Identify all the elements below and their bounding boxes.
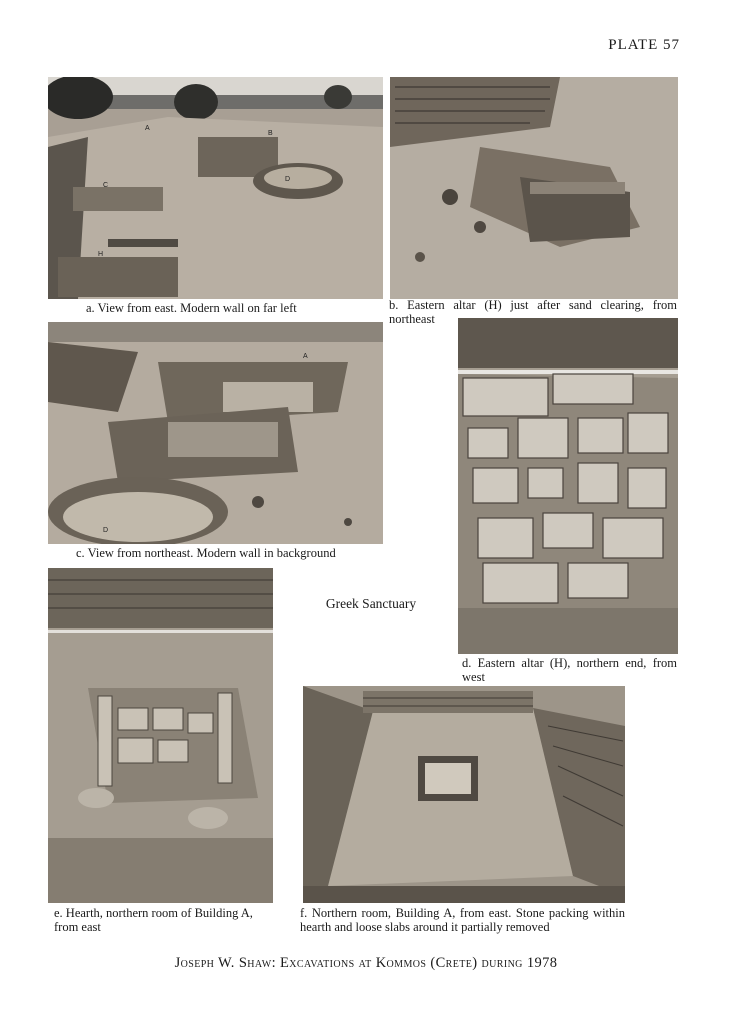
site-letter-d: D: [285, 176, 291, 183]
caption-b: b. Eastern altar (H) just after sand clearing, from northeast: [389, 298, 677, 326]
site-letter-b: B: [268, 130, 273, 137]
caption-e: e. Hearth, northern room of Building A, from east: [54, 906, 253, 934]
site-letter-c: C: [103, 182, 109, 189]
caption-d: d. Eastern altar (H), northern end, from west: [462, 656, 677, 684]
site-letter-a: A: [145, 125, 150, 132]
photo-d: [458, 318, 678, 654]
photo-c: [48, 322, 383, 544]
photo-b: [390, 77, 678, 299]
site-letter-c-d: D: [103, 527, 109, 534]
center-title: Greek Sanctuary: [325, 596, 417, 611]
plate-label: PLATE 57: [608, 37, 680, 53]
caption-f: f. Northern room, Building A, from east. Stone packing within hearth and loose slabs around it partially removed: [300, 906, 625, 934]
footer-citation: Joseph W. Shaw: Excavations at Kommos (Crete) during 1978: [174, 955, 558, 971]
photo-f: [303, 686, 625, 903]
site-letter-h: H: [98, 251, 104, 258]
photo-a: [48, 77, 383, 299]
caption-c: c. View from northeast. Modern wall in background: [76, 546, 336, 560]
site-letter-c-a: A: [303, 353, 308, 360]
caption-a: a. View from east. Modern wall on far left: [86, 301, 297, 315]
photo-e: [48, 568, 273, 903]
